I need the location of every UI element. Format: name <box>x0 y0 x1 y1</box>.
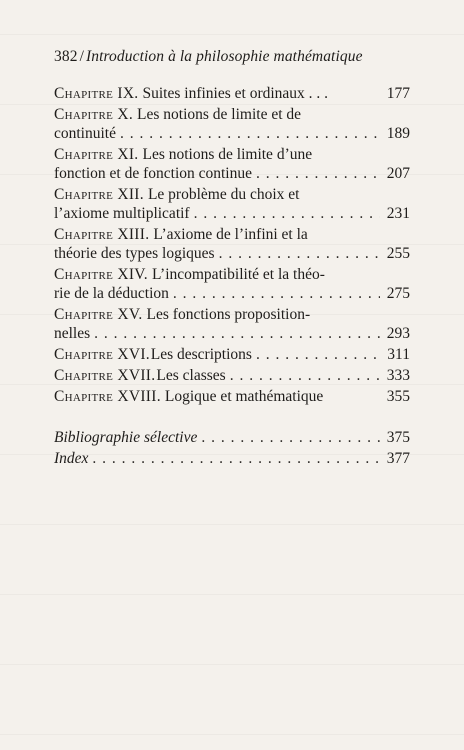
chapter-title: Les classes <box>156 367 226 384</box>
appendix-title: Index <box>54 450 89 467</box>
leader-dots <box>194 204 380 223</box>
table-of-contents <box>54 84 410 470</box>
page-number: 255 <box>386 245 410 262</box>
chapter-title: Logique et mathématique <box>164 388 324 405</box>
chapter-title: Le problème du choix et <box>147 186 300 203</box>
chapter-title: Les notions de limite et de <box>137 106 302 123</box>
chapter-label: Chapitre XIII. <box>54 226 150 243</box>
leader-dots <box>92 449 380 468</box>
chapter-title: Suites infinies et ordinaux . . . <box>142 85 329 102</box>
chapter-label: Chapitre XVII. <box>54 367 156 384</box>
leader-dots <box>201 428 380 447</box>
separator: / <box>79 48 84 65</box>
page-number: 275 <box>386 285 410 302</box>
running-head <box>54 48 414 66</box>
page-number: 293 <box>386 325 410 342</box>
chapter-title: Les descriptions <box>150 346 252 363</box>
toc-entry-index <box>54 449 410 468</box>
chapter-title-continuation: l’axiome multiplicatif <box>54 205 190 222</box>
leader-dots <box>230 366 380 385</box>
page-number: 377 <box>386 450 410 467</box>
toc-entry-xii <box>54 185 410 223</box>
chapter-label: Chapitre X. <box>54 106 134 123</box>
page-number: 177 <box>386 85 410 102</box>
toc-entry-xvi <box>54 345 410 364</box>
leader-dots <box>256 164 380 183</box>
appendix-title: Bibliographie sélective <box>54 429 198 446</box>
leader-dots <box>256 345 380 364</box>
toc-entry-xiv <box>54 265 410 303</box>
chapter-label: Chapitre XVIII. <box>54 388 161 405</box>
chapter-title-continuation: nelles <box>54 325 91 342</box>
chapter-label: Chapitre XV. <box>54 306 143 323</box>
section-spacer <box>54 408 410 428</box>
toc-entry-xvii <box>54 366 410 385</box>
chapter-label: Chapitre XIV. <box>54 266 148 283</box>
toc-entry-bibliography <box>54 428 410 447</box>
toc-entry-xv <box>54 305 410 343</box>
page-number: 311 <box>387 346 410 363</box>
leader-dots <box>120 124 380 143</box>
chapter-label: Chapitre IX. <box>54 85 139 102</box>
page-number: 231 <box>386 205 410 222</box>
toc-entry-xiii <box>54 225 410 263</box>
page-number: 207 <box>386 165 410 182</box>
chapter-title: L’incompatibilité et la théo- <box>151 266 325 283</box>
chapter-title: Les fonctions proposition- <box>146 306 311 323</box>
leader-dots <box>173 284 380 303</box>
chapter-title-continuation: rie de la déduction <box>54 285 169 302</box>
chapter-title: L’axiome de l’infini et la <box>153 226 308 243</box>
page-number: 189 <box>386 125 410 142</box>
chapter-label: Chapitre XII. <box>54 186 144 203</box>
chapter-label: Chapitre XVI. <box>54 346 150 363</box>
toc-entry-xviii <box>54 387 410 406</box>
chapter-title-continuation: théorie des types logiques <box>54 245 215 262</box>
chapter-title-continuation: continuité <box>54 125 116 142</box>
page-number: 375 <box>386 429 410 446</box>
page-number: 355 <box>386 388 410 405</box>
chapter-label: Chapitre XI. <box>54 146 139 163</box>
book-title: Introduction à la philosophie mathématique <box>85 48 363 65</box>
page-number: 382 <box>54 48 78 65</box>
leader-dots <box>219 244 380 263</box>
toc-entry-xi <box>54 145 410 183</box>
chapter-title: Les notions de limite d’une <box>142 146 313 163</box>
toc-entry-ix <box>54 84 410 103</box>
page-number: 333 <box>386 367 410 384</box>
chapter-title-continuation: fonction et de fonction continue <box>54 165 252 182</box>
toc-entry-x <box>54 105 410 143</box>
leader-dots <box>94 324 380 343</box>
